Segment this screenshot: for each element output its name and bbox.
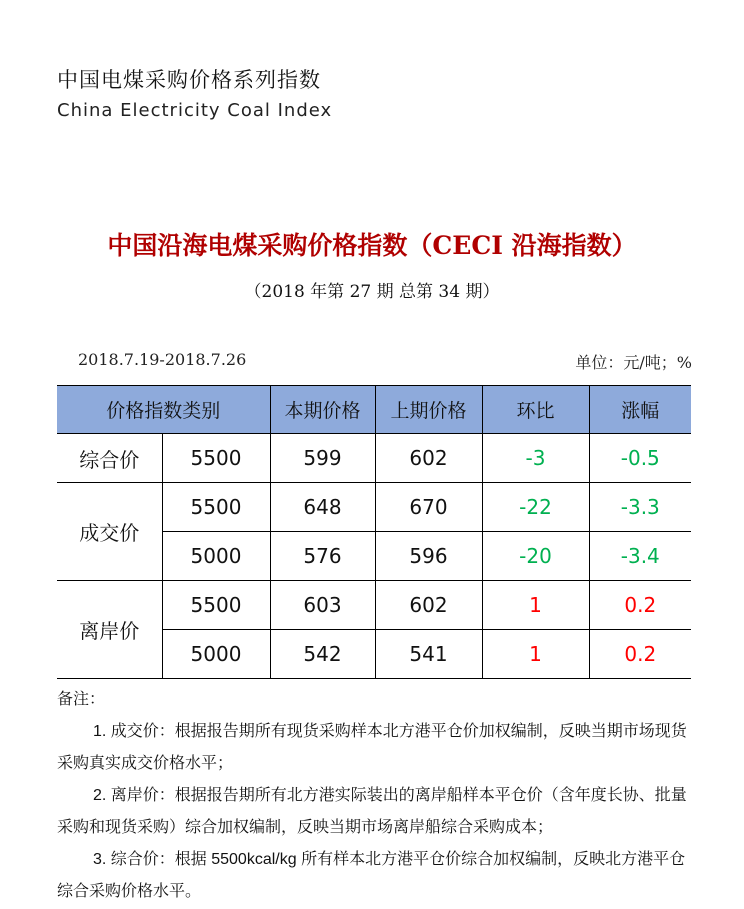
category-cell: 离岸价 — [57, 581, 162, 679]
pct-change-cell: -3.3 — [589, 483, 691, 532]
note-item: 3. 综合价：根据 5500kcal/kg 所有样本北方港平仓价综合加权编制，反映北方港平仓综合采购价格水平。 — [57, 851, 686, 900]
current-price-cell: 603 — [270, 581, 375, 630]
table-header-row — [57, 386, 691, 434]
grade-cell: 5000 — [162, 630, 270, 679]
unit-label: 单位：元/吨；% — [575, 353, 692, 372]
current-price-cell: 648 — [270, 483, 375, 532]
grade-cell: 5500 — [162, 581, 270, 630]
report-title: 中国沿海电煤采购价格指数（CECI 沿海指数） — [107, 231, 637, 260]
price-index-table — [57, 385, 691, 679]
issue-number: （2018 年第 27 期 总第 34 期） — [244, 282, 500, 302]
note-item: 1. 成交价：根据报告期所有现货采购样本北方港平仓价加权编制，反映当期市场现货采购真实成交价格水平； — [57, 723, 687, 772]
change-cell: 1 — [482, 630, 589, 679]
previous-price-cell: 670 — [375, 483, 482, 532]
table-row — [57, 434, 691, 483]
grade-cell: 5000 — [162, 532, 270, 581]
table-row — [57, 483, 691, 532]
change-cell: -22 — [482, 483, 589, 532]
pct-change-cell: -3.4 — [589, 532, 691, 581]
grade-cell: 5500 — [162, 483, 270, 532]
pct-change-cell: 0.2 — [589, 630, 691, 679]
header-previous-price: 上期价格 — [375, 386, 482, 434]
header-category: 价格指数类别 — [57, 386, 270, 434]
previous-price-cell: 541 — [375, 630, 482, 679]
notes-section — [57, 684, 693, 908]
header-current-price: 本期价格 — [270, 386, 375, 434]
current-price-cell: 576 — [270, 532, 375, 581]
current-price-cell: 599 — [270, 434, 375, 483]
note-item: 2. 离岸价：根据报告期所有北方港实际装出的离岸船样本平仓价（含年度长协、批量采购和现货采购）综合加权编制，反映当期市场离岸船综合采购成本； — [57, 787, 687, 836]
pct-change-cell: -0.5 — [589, 434, 691, 483]
previous-price-cell: 596 — [375, 532, 482, 581]
header-change: 环比 — [482, 386, 589, 434]
change-cell: -3 — [482, 434, 589, 483]
change-cell: 1 — [482, 581, 589, 630]
notes-label: 备注： — [57, 691, 106, 708]
date-range: 2018.7.19-2018.7.26 — [78, 350, 247, 369]
category-cell: 成交价 — [57, 483, 162, 581]
series-subtitle: China Electricity Coal Index — [57, 100, 333, 121]
change-cell: -20 — [482, 532, 589, 581]
grade-cell: 5500 — [162, 434, 270, 483]
category-cell: 综合价 — [57, 434, 162, 483]
previous-price-cell: 602 — [375, 581, 482, 630]
pct-change-cell: 0.2 — [589, 581, 691, 630]
current-price-cell: 542 — [270, 630, 375, 679]
header-pct-change: 涨幅 — [589, 386, 691, 434]
previous-price-cell: 602 — [375, 434, 482, 483]
table-row — [57, 581, 691, 630]
series-title: 中国电煤采购价格系列指数 — [57, 68, 321, 92]
